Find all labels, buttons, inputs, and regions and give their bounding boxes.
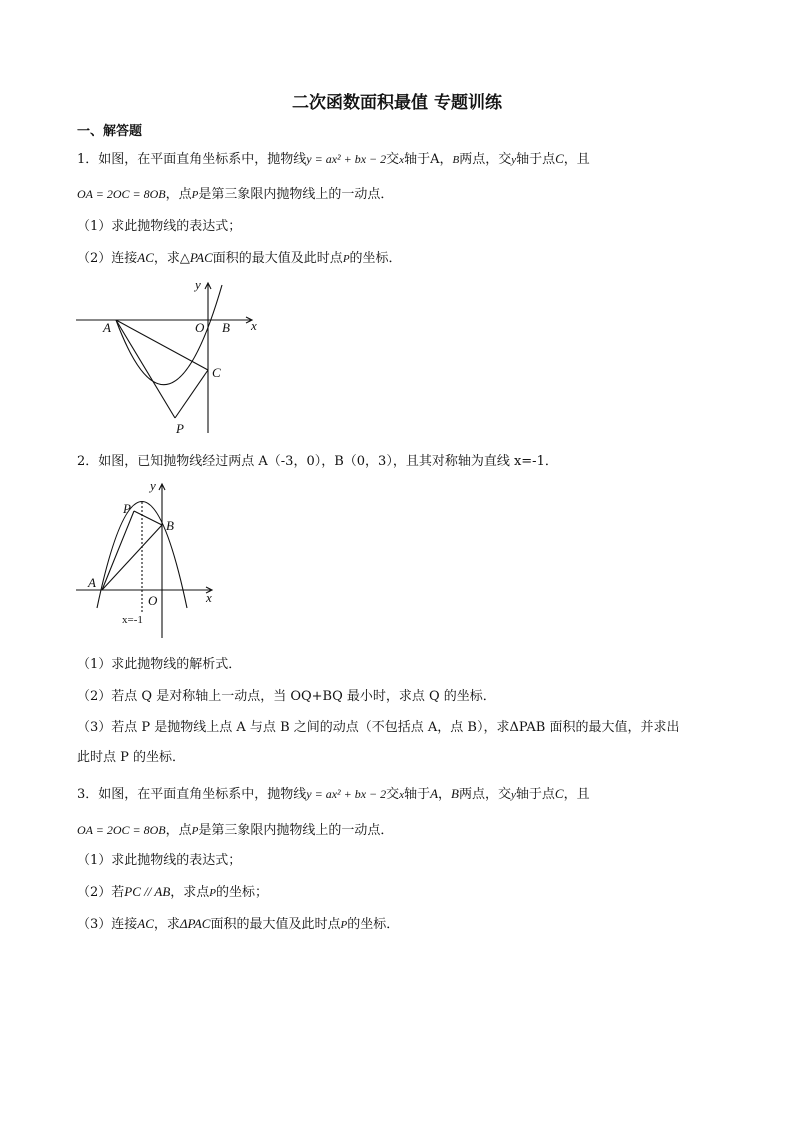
q1-line1 xyxy=(77,149,590,170)
q1-label-p: P xyxy=(176,421,184,436)
q2-sub2: （2）若点 Q 是对称轴上一动点，当 OQ+BQ 最小时，求点 Q 的坐标． xyxy=(77,689,496,704)
q3-var: AC xyxy=(137,916,154,931)
q2-label-x: x xyxy=(206,590,212,605)
q1-figure xyxy=(70,275,270,440)
q1-segment-ap xyxy=(116,320,175,418)
q1-label-y: y xyxy=(195,277,201,292)
q2-segment-ap xyxy=(102,511,134,590)
q1-label-b: B xyxy=(222,320,230,335)
q1-label-c: C xyxy=(212,365,221,380)
q1-label-x: x xyxy=(251,318,257,333)
q2-label-y: y xyxy=(150,478,156,493)
q2-sub1: （1）求此抛物线的解析式． xyxy=(77,657,242,672)
q3-text: ，求点 xyxy=(170,885,210,900)
q1-line2 xyxy=(77,184,393,205)
q3-var: P xyxy=(209,887,217,899)
q3-var: P xyxy=(191,825,199,837)
q3-text: ，点 xyxy=(165,823,192,838)
q1-text: 轴于点 xyxy=(516,152,556,167)
q3-text: 的坐标． xyxy=(347,917,400,932)
q1-text: ，且 xyxy=(563,152,590,167)
q1-var: y xyxy=(511,154,517,166)
q1-formula: OA = 2OC = 8OB xyxy=(77,187,166,201)
q3-var: ΔPAC xyxy=(179,916,211,931)
q1-var: B xyxy=(452,154,460,166)
q2-label-o: O xyxy=(148,593,158,608)
q2-label-b: B xyxy=(166,518,174,533)
q1-var: AC xyxy=(137,250,154,265)
q1-text: 的坐标． xyxy=(349,251,402,266)
q2-segment-ab xyxy=(102,525,162,590)
q1-var: C xyxy=(555,151,564,166)
q3-formula: y = ax² + bx − 2 xyxy=(306,787,387,801)
q3-var: C xyxy=(554,786,564,801)
q2-label-p: P xyxy=(123,501,131,516)
q1-text: 是第三象限内抛物线上的一动点． xyxy=(198,187,394,202)
q3-formula: PC // AB xyxy=(124,884,171,899)
q3-var: y xyxy=(511,789,516,801)
q1-text: 两点，交 xyxy=(459,152,512,167)
q2-label-axis: x=-1 xyxy=(122,614,143,626)
q3-formula: OA = 2OC = 8OB xyxy=(77,823,166,837)
q3-text: 交 xyxy=(386,787,400,802)
q1-text: 1．如图，在平面直角坐标系中，抛物线 xyxy=(77,152,307,167)
q3-var: B xyxy=(451,786,459,801)
q1-var: P xyxy=(342,253,350,265)
q3-sub1: （1）求此抛物线的表达式； xyxy=(77,853,242,868)
q1-var: x xyxy=(399,154,405,166)
q3-text: （3）连接 xyxy=(77,917,138,932)
q3-text: 轴于 xyxy=(404,787,431,802)
q2-segment-pb xyxy=(134,511,162,525)
q3-text: （2）若 xyxy=(77,885,125,900)
q3-text: 两点，交 xyxy=(459,787,512,802)
q3-var: A xyxy=(430,786,439,801)
q3-text: ， xyxy=(438,787,452,802)
q1-label-a: A xyxy=(103,320,111,335)
q3-sub2 xyxy=(77,882,268,903)
q3-var: P xyxy=(340,919,348,931)
q1-parabola xyxy=(116,285,222,385)
q3-text: 是第三象限内抛物线上的一动点． xyxy=(198,823,394,838)
q1-sub1: （1）求此抛物线的表达式； xyxy=(77,219,242,234)
q1-var: P xyxy=(191,189,199,201)
q3-text: ，求 xyxy=(153,917,180,932)
q1-text: ，求 xyxy=(153,251,180,266)
q3-text: 3．如图，在平面直角坐标系中，抛物线 xyxy=(77,787,307,802)
q3-text: 的坐标； xyxy=(216,885,269,900)
q2-sub3-line2: 此时点 P 的坐标． xyxy=(77,750,186,765)
q3-text: 面积的最大值及此时点 xyxy=(210,917,341,932)
page-title: 二次函数面积最值 专题训练 xyxy=(292,93,502,113)
q3-sub3 xyxy=(77,914,399,935)
q1-label-o: O xyxy=(195,320,205,335)
q1-text: 轴于A， xyxy=(404,152,453,167)
q3-line2 xyxy=(77,820,393,841)
q1-text: 交 xyxy=(386,152,400,167)
q3-line1 xyxy=(77,784,590,805)
q3-var: x xyxy=(399,789,405,801)
section-heading: 一、解答题 xyxy=(77,124,143,139)
q2-line1: 2．如图，已知抛物线经过两点 A（-3，0），B（0，3），且其对称轴为直线 x=-1． xyxy=(77,454,558,469)
q2-figure xyxy=(72,478,222,640)
q1-text: （2）连接 xyxy=(77,251,138,266)
q1-sub2 xyxy=(77,248,402,269)
q2-label-a: A xyxy=(88,575,96,590)
q3-text: 轴于点 xyxy=(515,787,555,802)
q3-text: ，且 xyxy=(563,787,590,802)
q1-formula: y = ax² + bx − 2 xyxy=(306,152,387,166)
q1-var: △PAC xyxy=(179,250,213,265)
q1-text: ，点 xyxy=(165,187,192,202)
q2-sub3-line1: （3）若点 P 是抛物线上点 A 与点 B 之间的动点（不包括点 A，点 B），求ΔPAB 面积的最大值，并求出 xyxy=(77,720,680,735)
q1-text: 面积的最大值及此时点 xyxy=(212,251,343,266)
